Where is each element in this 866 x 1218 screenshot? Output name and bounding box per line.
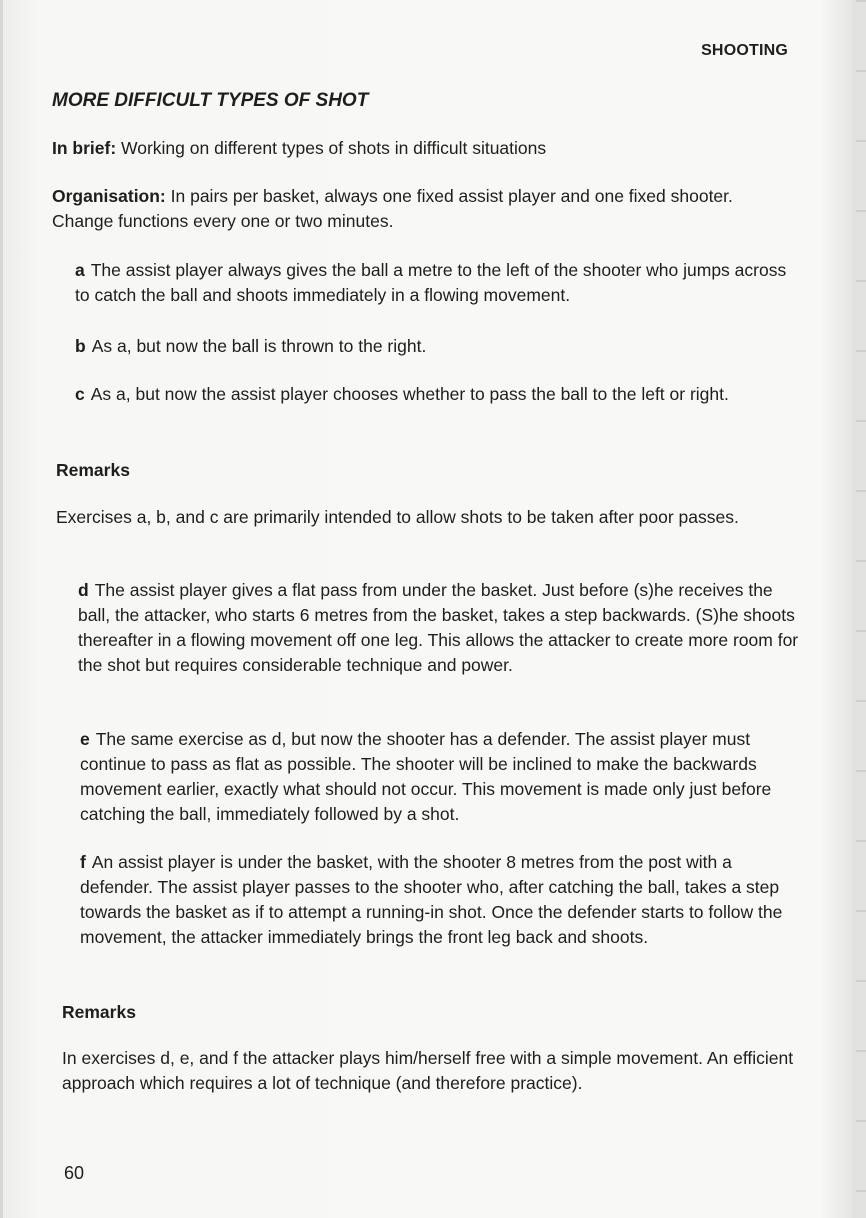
exercise-item-e — [80, 727, 802, 827]
section-title: MORE DIFFICULT TYPES OF SHOT — [52, 90, 369, 111]
exercise-letter: e — [80, 729, 90, 749]
page-number: 60 — [64, 1163, 85, 1183]
organisation-label: Organisation: — [52, 186, 166, 206]
in-brief-label: In brief: — [52, 138, 117, 158]
exercise-item-a — [75, 258, 795, 308]
in-brief-paragraph — [52, 136, 792, 161]
remarks-text-2: In exercises d, e, and f the attacker plays him/herself free with a simple movement. An efficient approach which requires a lot of technique (and therefore practice). — [62, 1048, 794, 1093]
page-right-edge — [856, 0, 866, 1218]
exercise-item-c — [75, 382, 795, 407]
exercise-item-d — [78, 578, 800, 678]
exercise-text: The assist player always gives the ball a metre to the left of the shooter who jumps across to catch the ball and shoots immediately in a flowing movement. — [75, 260, 787, 305]
exercise-letter: c — [75, 384, 85, 404]
remarks-heading-2: Remarks — [62, 1002, 136, 1022]
exercise-text: As a, but now the ball is thrown to the right. — [91, 336, 427, 356]
organisation-paragraph — [52, 184, 792, 234]
exercise-text: As a, but now the assist player chooses whether to pass the ball to the left or right. — [90, 384, 729, 404]
remarks-text-1: Exercises a, b, and c are primarily intended to allow shots to be taken after poor passes. — [56, 507, 739, 527]
exercise-text: The same exercise as d, but now the shooter has a defender. The assist player must continue to pass as flat as possible. The shooter will be inclined to make the backwards movement earlier, exactly what should not occur. This movement is made only just before catching the ball, immediately followed by a shot. — [80, 729, 772, 824]
exercise-item-f — [80, 850, 802, 950]
page-left-edge — [0, 0, 3, 1218]
exercise-text: An assist player is under the basket, with the shooter 8 metres from the post with a defender. The assist player passes to the shooter who, after catching the ball, takes a step towards the basket as if to attempt a running-in shot. Once the defender starts to follow the movement, the attacker immediately brings the front leg back and shoots. — [80, 852, 783, 947]
exercise-letter: b — [75, 336, 86, 356]
exercise-item-b — [75, 334, 795, 359]
exercise-text: The assist player gives a flat pass from under the basket. Just before (s)he receives the ball, the attacker, who starts 6 metres from the basket, takes a step backwards. (S)he shoots thereafter in a flowing movement off one leg. This allows the attacker to create more room for the shot but requires considerable technique and power. — [78, 580, 799, 675]
in-brief-text: Working on different types of shots in difficult situations — [116, 138, 547, 158]
remarks-heading-1: Remarks — [56, 460, 130, 480]
running-head: SHOOTING — [701, 42, 788, 59]
organisation-text: In pairs per basket, always one fixed assist player and one fixed shooter. Change functions every one or two minutes. — [52, 186, 733, 231]
exercise-letter: a — [75, 260, 85, 280]
exercise-letter: d — [78, 580, 89, 600]
exercise-letter: f — [80, 852, 86, 872]
